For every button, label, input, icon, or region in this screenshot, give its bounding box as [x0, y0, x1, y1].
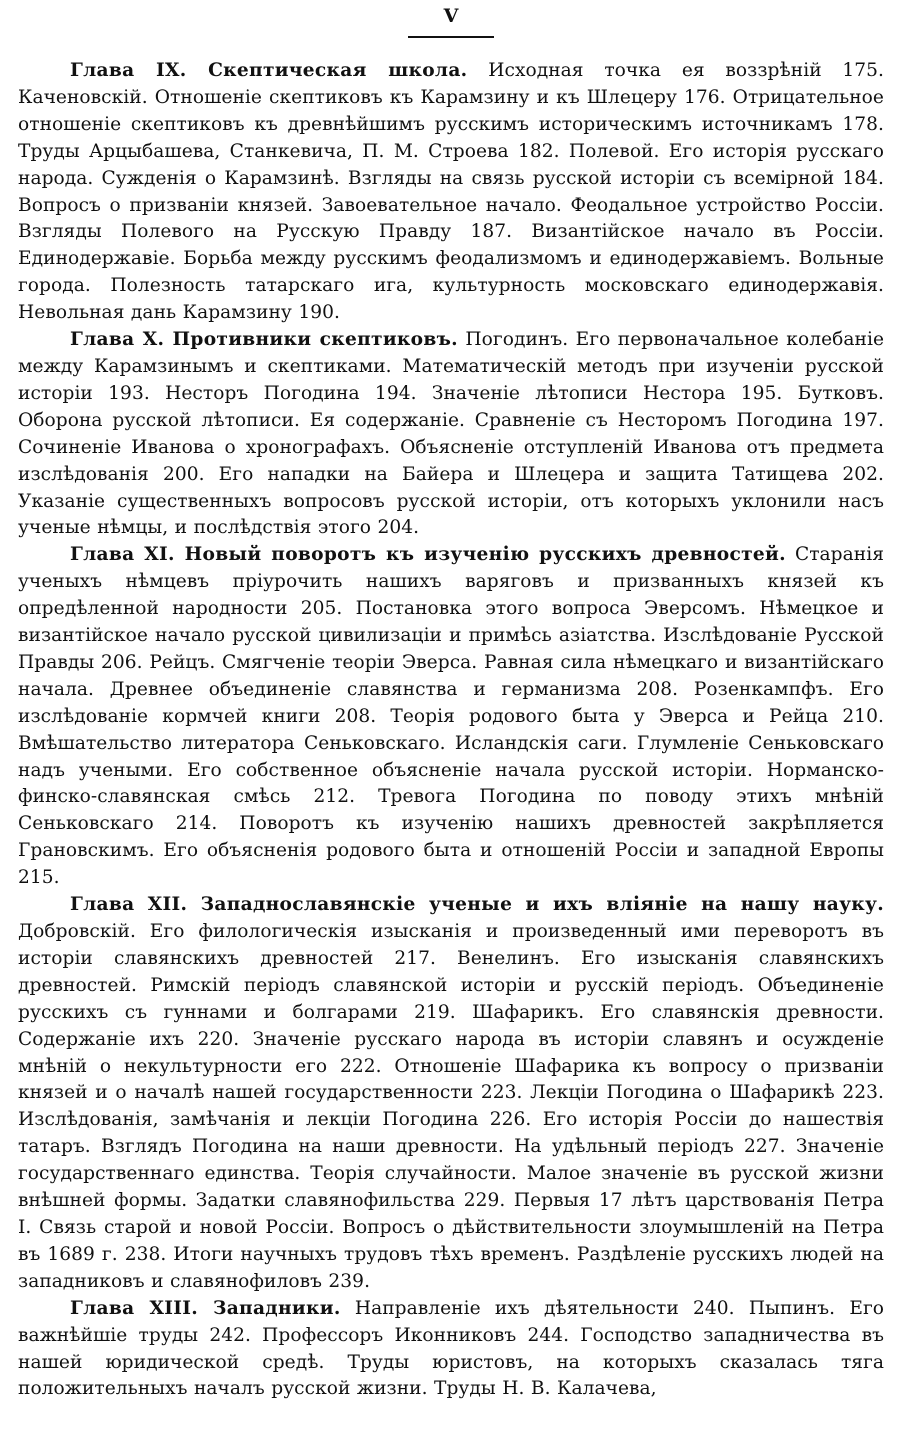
chapter-heading: Глава IX. Скептическая школа. [70, 60, 468, 81]
chapter-text: Погодинъ. Его первоначальное колебанiе между Карамзинымъ и скептиками. Математическiй методъ при изученiи русской исторiи 193. Несторъ Погодина 194. Значенiе лѣтописи Нестора 195. Бутковъ. Оборона русской лѣтописи. Ея содержанiе. Сравненiе съ Несторомъ Погодина 197. Сочиненiе Иванова о хронографахъ. Объясненiе отступленiй Иванова отъ предмета изслѣдованiя 200. Его нападки на Байера и Шлецера и защита Татищева 202. Указанiе существенныхъ вопросовъ русской исторiи, отъ которыхъ уклонили насъ ученые нѣмцы, и послѣдствiя этого 204. [18, 329, 884, 539]
chapter-heading: Глава XII. Западнославянскiе ученые и ихъ влiянiе на нашу науку. [70, 894, 884, 916]
chapter-xii-entry [18, 892, 884, 1296]
chapter-x-entry [18, 327, 884, 542]
chapter-text: Исходная точка ея воззрѣнiй 175. Каченовскiй. Отношенiе скептиковъ къ Карамзину и къ Шлецеру 176. Отрицательное отношенiе скептиковъ къ древнѣйшимъ русскимъ историческимъ источникамъ 178. Труды Арцыбашева, Станкевича, П. М. Строева 182. Полевой. Его исторiя русскаго народа. Сужденiя о Карамзинѣ. Взгляды на связь русской исторiи съ всемiрной 184. Вопросъ о призванiи князей. Завоевательное начало. Феодальное устройство Россiи. Взгляды Полевого на Русскую Правду 187. Византiйское начало въ Россiи. Единодержавiе. Борьба между русскимъ феодализмомъ и единодержавiемъ. Вольные города. Полезность татарскаго ига, культурность московскаго единодержавiя. Невольная дань Карамзину 190. [18, 60, 884, 324]
chapter-ix-entry [18, 58, 884, 327]
chapter-heading: Глава XI. Новый поворотъ къ изученiю русскихъ древностей. [70, 544, 786, 566]
chapter-heading: Глава XIII. Западники. [70, 1297, 341, 1319]
chapter-xi-entry [18, 542, 884, 892]
chapter-text: Направленiе ихъ дѣятельности 240. Пыпинъ. Его важнѣйшiе труды 242. Профессоръ Иконниковъ 244. Господство западничества въ нашей юридической средѣ. Труды юристовъ, на которыхъ сказалась тяга положительныхъ началъ русской жизни. Труды Н. В. Калачева, [18, 1297, 884, 1400]
chapter-heading: Глава X. Противники скептиковъ. [70, 329, 458, 351]
chapter-text: Добровскiй. Его филологическiя изысканiя и произведенный ими переворотъ въ исторiи славянскихъ древностей 217. Венелинъ. Его изысканiя славянскихъ древностей. Римскiй перiодъ славянской исторiи и русскiй перiодъ. Объединенiе русскихъ съ гуннами и болгарами 219. Шафарикъ. Его славянскiя древности. Содержанiе ихъ 220. Значенiе русскаго народа въ исторiи славянъ и осужденiе мнѣнiй о некультурности его 222. Отношенiе Шафарика къ вопросу о призванiи князей и о началѣ нашей государственности 223. Лекцiи Погодина о Шафарикѣ 223. Изслѣдованiя, замѣчанiя и лекцiи Погодина 226. Его исторiя Россiи до нашествiя татаръ. Взглядъ Погодина на наши древности. На удѣльный перiодъ 227. Значенiе государственнаго единства. Теорiя случайности. Малое значенiе въ русской жизни внѣшней формы. Задатки славянофильства 229. Первыя 17 лѣтъ царствованiя Петра I. Связь старой и новой Россiи. Вопросъ о дѣйствительности злоумышленiй на Петра въ 1689 г. 238. Итоги научныхъ трудовъ тѣхъ временъ. Раздѣленiе русскихъ людей на западниковъ и славянофиловъ 239. [18, 921, 884, 1292]
header-rule [408, 36, 494, 38]
page-number: V [443, 5, 459, 27]
chapter-xiii-entry [18, 1296, 884, 1404]
chapter-text: Старанiя ученыхъ нѣмцевъ прiурочить нашихъ варяговъ и призванныхъ князей къ опредѣленной народности 205. Постановка этого вопроса Эверсомъ. Нѣмецкое и византiйское начало русской цивилизацiи и примѣсь азiатства. Изслѣдованiе Русской Правды 206. Рейцъ. Смягченiе теорiи Эверса. Равная сила нѣмецкаго и византiйскаго начала. Древнее объединенiе славянства и германизма 208. Розенкампфъ. Его изслѣдованiе кормчей книги 208. Теорiя родового быта у Эверса и Рейца 210. Вмѣшательство литератора Сеньковскаго. Исландскiя саги. Глумленiе Сеньковскаго надъ учеными. Его собственное объясненiе начала русской исторiи. Норманско-финско-славянская смѣсь 212. Тревога Погодина по поводу этихъ мнѣнiй Сеньковскаго 214. Поворотъ къ изученiю нашихъ древностей закрѣпляется Грановскимъ. Его объясненiя родового быта и отношенiй Россiи и западной Европы 215. [18, 544, 884, 889]
